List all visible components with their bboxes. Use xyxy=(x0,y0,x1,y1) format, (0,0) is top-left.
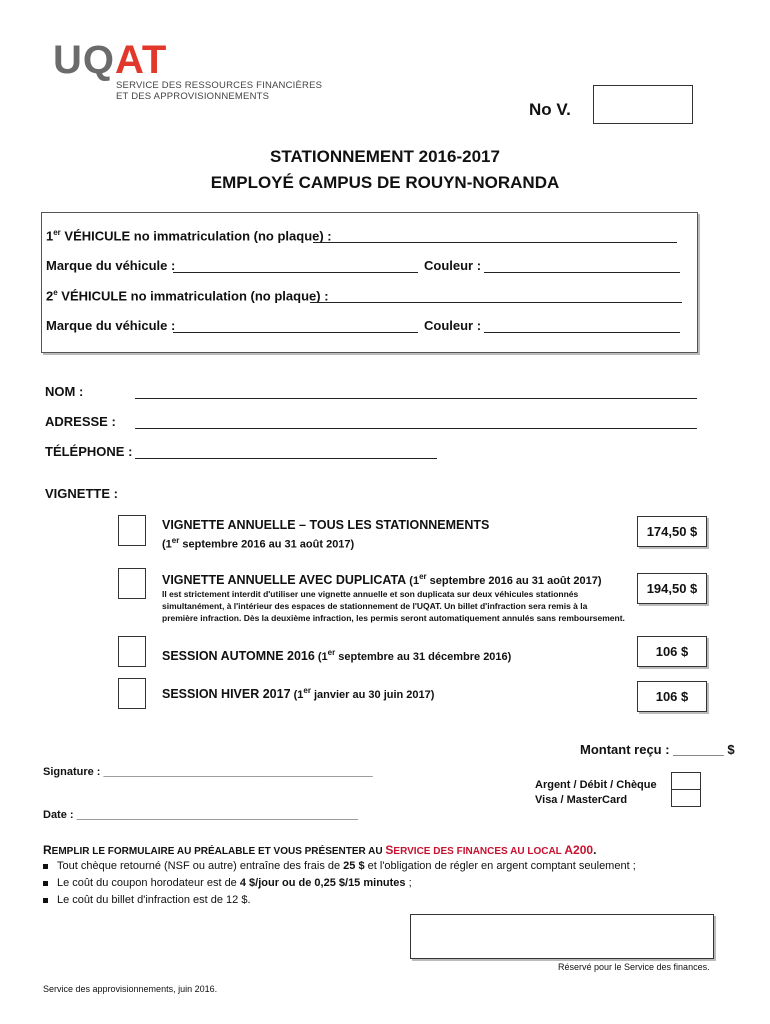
address-label: ADRESSE : xyxy=(45,414,116,429)
vehicle2-color-field[interactable] xyxy=(484,332,680,333)
fall-session-checkbox[interactable] xyxy=(118,636,146,667)
annual-vignette-period: (1er septembre 2016 au 31 août 2017) xyxy=(162,536,355,551)
uqat-logo xyxy=(53,40,167,80)
annual-vignette-title: VIGNETTE ANNUELLE – TOUS LES STATIONNEMENTS xyxy=(162,518,490,532)
vehicle2-make-field[interactable] xyxy=(173,332,418,333)
duplicate-vignette-checkbox[interactable] xyxy=(118,568,146,599)
payment-cash-checkbox[interactable] xyxy=(671,772,701,790)
vehicle1-make-label: Marque du véhicule : xyxy=(46,258,176,273)
instructions-list xyxy=(43,858,636,909)
fall-session-title: SESSION AUTOMNE 2016 (1er septembre au 31 décembre 2016) xyxy=(162,648,512,664)
voucher-number-label: No V. xyxy=(529,100,571,119)
vehicle1-plate-field[interactable] xyxy=(313,242,677,243)
vehicle1-color-label: Couleur : xyxy=(424,258,482,273)
vehicle2-plate-label: 2e VÉHICULE no immatriculation (no plaque) : xyxy=(46,288,329,304)
vignette-heading: VIGNETTE : xyxy=(45,486,118,501)
instruction-ticket: Le coût du billet d'infraction est de 12 $. xyxy=(43,892,636,909)
duplicate-vignette-price: 194,50 $ xyxy=(637,573,707,604)
date-field[interactable]: Date : ______________________________________________ xyxy=(43,809,359,821)
name-label: NOM : xyxy=(45,384,84,399)
logo-subtitle xyxy=(116,80,322,102)
address-field[interactable] xyxy=(135,428,697,429)
finance-reserved-box xyxy=(410,914,714,959)
annual-vignette-checkbox[interactable] xyxy=(118,515,146,546)
name-field[interactable] xyxy=(135,398,697,399)
phone-field[interactable] xyxy=(135,458,437,459)
amount-received-field[interactable]: Montant reçu : _______ $ xyxy=(580,742,735,757)
instructions-heading: REMPLIR LE FORMULAIRE AU PRÉALABLE ET VOUS PRÉSENTER AU SERVICE DES FINANCES AU LOCAL A200. xyxy=(43,843,597,857)
payment-method-cash: Argent / Débit / Chèque xyxy=(535,779,657,791)
annual-vignette-price: 174,50 $ xyxy=(637,516,707,547)
instruction-nsf: Tout chèque retourné (NSF ou autre) entraîne des frais de 25 $ et l'obligation de régler en argent comptant seulement ; xyxy=(43,858,636,875)
winter-session-title: SESSION HIVER 2017 (1er janvier au 30 juin 2017) xyxy=(162,686,435,702)
logo-subtitle-line2: ET DES APPROVISIONNEMENTS xyxy=(116,91,270,102)
form-title-line1: STATIONNEMENT 2016-2017 xyxy=(270,147,500,166)
fall-session-price: 106 $ xyxy=(637,636,707,667)
logo-subtitle-line1: SERVICE DES RESSOURCES FINANCIÈRES xyxy=(116,80,323,91)
logo-text-at: AT xyxy=(115,38,168,82)
winter-session-price: 106 $ xyxy=(637,681,707,712)
voucher-number-field[interactable] xyxy=(593,85,693,124)
duplicate-vignette-warning: Il est strictement interdit d'utiliser une vignette annuelle et son duplicata sur deux véhicules stationnés simultanément, à l'intérieur des espaces de stationnement de l'UQAT. Un billet d'infraction sera remis à la première infraction. Dès la deuxième infraction, les permis seront automatiquement annulés sans remboursement. xyxy=(162,589,625,623)
vehicle1-make-field[interactable] xyxy=(173,272,418,273)
duplicate-vignette-title: VIGNETTE ANNUELLE AVEC DUPLICATA (1er septembre 2016 au 31 août 2017) xyxy=(162,572,602,588)
payment-method-card: Visa / MasterCard xyxy=(535,794,628,806)
vehicle2-plate-field[interactable] xyxy=(310,302,682,303)
winter-session-checkbox[interactable] xyxy=(118,678,146,709)
logo-text-uq: UQ xyxy=(53,38,115,82)
instruction-meter: Le coût du coupon horodateur est de 4 $/jour ou de 0,25 $/15 minutes ; xyxy=(43,875,636,892)
form-title-line2: EMPLOYÉ CAMPUS DE ROUYN-NORANDA xyxy=(210,173,560,192)
signature-field[interactable]: Signature : ____________________________________________ xyxy=(43,766,373,778)
payment-card-checkbox[interactable] xyxy=(671,789,701,807)
finance-reserved-label: Réservé pour le Service des finances. xyxy=(558,962,710,972)
phone-label: TÉLÉPHONE : xyxy=(45,444,133,459)
vehicle1-plate-label: 1er VÉHICULE no immatriculation (no plaque) : xyxy=(46,228,332,244)
vehicle2-make-label: Marque du véhicule : xyxy=(46,318,176,333)
vehicle2-color-label: Couleur : xyxy=(424,318,482,333)
footer-note: Service des approvisionnements, juin 2016. xyxy=(43,984,218,994)
vehicle1-color-field[interactable] xyxy=(484,272,680,273)
